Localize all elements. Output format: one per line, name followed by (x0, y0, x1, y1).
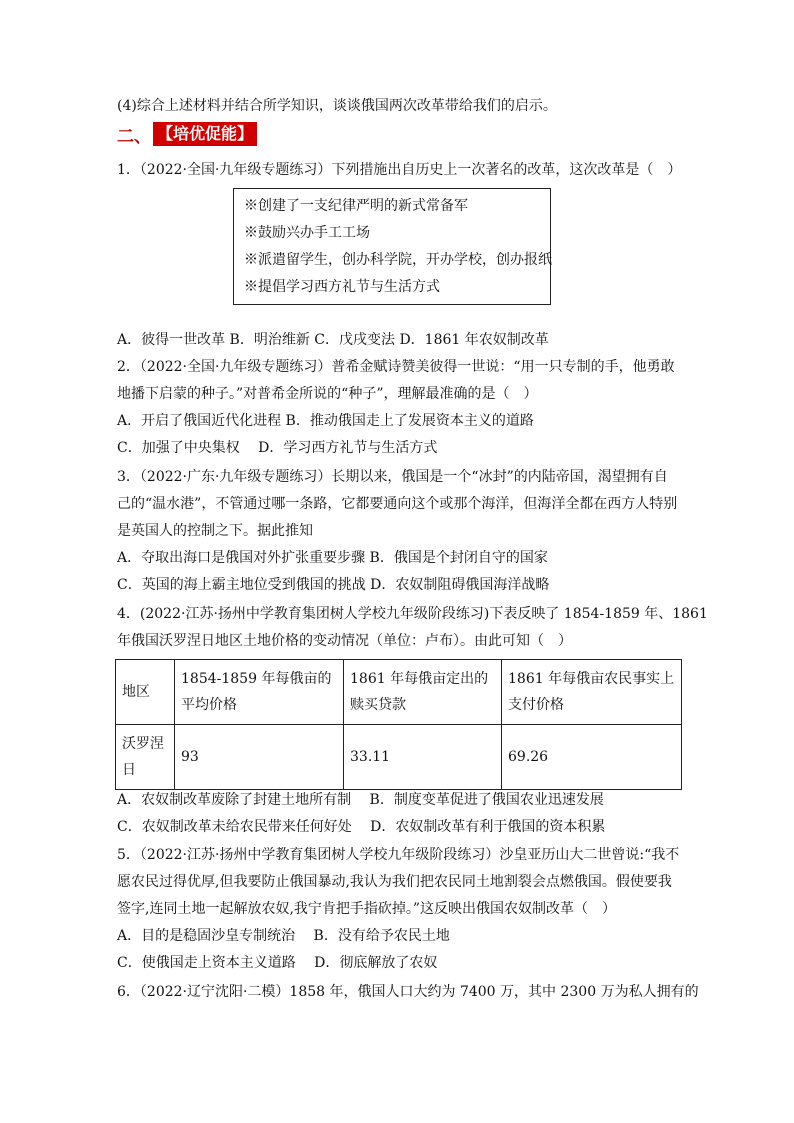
q1-box-item: ※创建了一支纪律严明的新式常备军 (244, 198, 468, 214)
land-price-table (115, 659, 682, 790)
q1-box-item: ※鼓励兴办手工工场 (244, 225, 370, 241)
q2-options-line1: A．开启了俄国近代化进程 B．推动俄国走上了发展资本主义的道路 (117, 413, 534, 429)
q2-options-line2: C．加强了中央集权 D．学习西方礼节与生活方式 (117, 440, 438, 456)
q5-options-line1: A．目的是稳固沙皇专制统治 B．没有给予农民土地 (117, 928, 450, 944)
table-header-cell: 1861 年每俄亩农民事实上支付价格 (502, 660, 682, 725)
q1-material-box (233, 188, 551, 305)
q4-options-line1: A．农奴制改革废除了封建土地所有制 B．制度变革促进了俄国农业迅速发展 (117, 792, 604, 808)
table-row (116, 725, 682, 790)
q3-stem-line3: 是英国人的控制之下。据此推知 (117, 523, 313, 539)
table-cell: 69.26 (502, 725, 682, 790)
q3-options-line2: C．英国的海上霸主地位受到俄国的挑战 D．农奴制阻碍俄国海洋战略 (117, 577, 550, 593)
q3-stem-line2: 己的“温水港”，不管通过哪一条路，它都要通向这个或那个海洋，但海洋全都在西方人特别 (117, 496, 678, 512)
q1-options: A．彼得一世改革 B．明治维新 C．戊戌变法 D．1861 年农奴制改革 (117, 332, 549, 348)
q4-stem-line2: 年俄国沃罗涅日地区土地价格的变动情况（单位：卢布）。由此可知（ ） (117, 633, 572, 649)
section-heading (117, 122, 257, 146)
q2-stem-line1: 2．（2022·全国·九年级专题练习）普希金赋诗赞美彼得一世说：“用一只专制的手，他勇敢 (117, 359, 675, 375)
q5-stem-line1: 5．（2022·江苏·扬州中学教育集团树人学校九年级阶段练习）沙皇亚历山大二世曾说:“我不 (117, 847, 680, 863)
table-header-cell: 地区 (116, 660, 175, 725)
section-title-badge: 【培优促能】 (153, 122, 257, 146)
q1-box-item: ※提倡学习西方礼节与生活方式 (244, 279, 440, 295)
table-cell: 93 (175, 725, 344, 790)
table-header-cell: 1854-1859 年每俄亩的平均价格 (175, 660, 344, 725)
table-header-cell: 1861 年每俄亩定出的赎买贷款 (344, 660, 502, 725)
q5-stem-line3: 签字,连同土地一起解放农奴,我宁肯把手指砍掉。”这反映出俄国农奴制改革（ ） (117, 901, 617, 917)
q3-options-line1: A．夺取出海口是俄国对外扩张重要步骤 B．俄国是个封闭自守的国家 (117, 550, 548, 566)
q1-box-item: ※派遣留学生，创办科学院，开办学校，创办报纸 (244, 252, 552, 268)
q2-stem-line2: 地播下启蒙的种子。”对普希金所说的“种子”，理解最准确的是（ ） (117, 386, 538, 402)
q3-stem-line1: 3．（2022·广东·九年级专题练习）长期以来，俄国是一个“冰封”的内陆帝国，渴望拥有自 (117, 469, 668, 485)
q5-stem-line2: 愿农民过得优厚,但我要防止俄国暴动,我认为我们把农民同土地割裂会点燃俄国。假使要我 (117, 874, 672, 890)
q1-stem: 1．（2022·全国·九年级专题练习）下列措施出自历史上一次著名的改革，这次改革是（ ） (117, 162, 682, 178)
table-cell: 沃罗涅日 (116, 725, 175, 790)
q4-stem-line1: 4．(2022·江苏·扬州中学教育集团树人学校九年级阶段练习)下表反映了 1854-1859 年、1861 (117, 606, 708, 622)
table-cell: 33.11 (344, 725, 502, 790)
question-4-prompt: (4)综合上述材料并结合所学知识，谈谈俄国两次改革带给我们的启示。 (117, 98, 557, 114)
section-number: 二、 (117, 126, 151, 147)
q4-options-line2: C．农奴制改革未给农民带来任何好处 D．农奴制改革有利于俄国的资本积累 (117, 819, 606, 835)
q5-options-line2: C．使俄国走上资本主义道路 D．彻底解放了农奴 (117, 955, 438, 971)
q6-stem-line1: 6．（2022·辽宁沈阳·二模）1858 年，俄国人口大约为 7400 万，其中 2300 万为私人拥有的 (117, 984, 699, 1000)
table-header-row (116, 660, 682, 725)
